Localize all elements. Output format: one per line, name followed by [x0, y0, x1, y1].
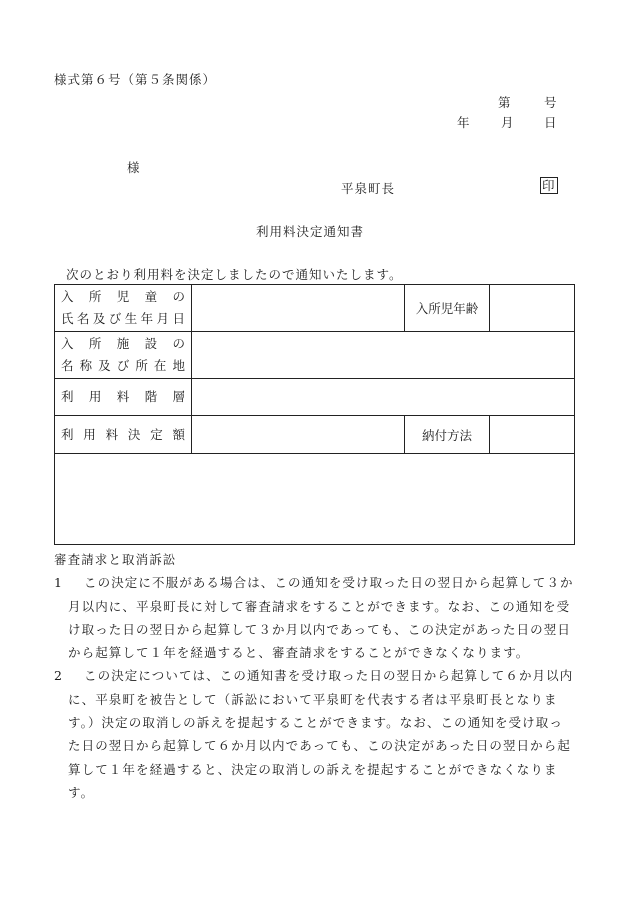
row-facility: [55, 332, 575, 379]
amount-label-cell: [55, 416, 192, 454]
facility-value[interactable]: [192, 332, 575, 379]
appeal-item: [54, 571, 574, 664]
payment-method-label: 納付方法: [405, 416, 490, 454]
row-tier: [55, 379, 575, 416]
date-day: 日: [544, 115, 558, 130]
issuer-name: 平泉町長: [341, 181, 396, 196]
child-label-line1: 入所児童の: [61, 289, 185, 304]
appeal-section: [54, 548, 574, 804]
appeal-item-text: この決定に不服がある場合は、この通知を受け取った日の翌日から起算して３か月以内に、平泉町長に対して審査請求をすることができます。なお、この通知を受け取った日の翌日から起算して３か月以内であっても、この決定があった日の翌日から起算して１年を経過すると、審査請求をすることができなくなります。: [68, 575, 574, 661]
intro-text: 次のとおり利用料を決定しましたので通知いたします。: [66, 267, 403, 282]
form-number: 様式第６号（第５条関係）: [54, 72, 217, 87]
appeal-item: [54, 664, 574, 804]
amount-value[interactable]: [192, 416, 405, 454]
amount-label: 利用料決定額: [61, 426, 185, 442]
child-name-value[interactable]: [192, 285, 405, 332]
child-label-line2: 氏名及び生年月日: [61, 311, 185, 326]
appeal-item-number: 2: [54, 668, 64, 684]
appeal-heading: 審査請求と取消訴訟: [54, 552, 177, 567]
doc-number-prefix: 第: [498, 95, 512, 110]
child-age-label: 入所児年齢: [405, 285, 490, 332]
row-remarks: [55, 454, 575, 545]
facility-label-line1: 入所施設の: [61, 336, 185, 351]
facility-label-cell: [55, 332, 192, 379]
row-amount: [55, 416, 575, 454]
tier-label-cell: [55, 379, 192, 416]
document-title: 利用料決定通知書: [256, 224, 365, 239]
date-month: 月: [501, 115, 515, 130]
seal-mark: 印: [542, 178, 556, 193]
tier-label: 利用料階層: [61, 389, 185, 404]
facility-label-line2: 名称及び所在地: [61, 358, 185, 373]
child-age-value[interactable]: [490, 285, 575, 332]
doc-number-suffix: 号: [544, 95, 558, 110]
appeal-item-number: 1: [54, 575, 64, 591]
date-year: 年: [457, 115, 471, 130]
remarks-value[interactable]: [55, 454, 575, 545]
row-child: [55, 285, 575, 332]
tier-value[interactable]: [192, 379, 575, 416]
child-label-cell: [55, 285, 192, 332]
info-table: [54, 284, 575, 545]
payment-method-value[interactable]: [490, 416, 575, 454]
appeal-item-text: この決定については、この通知書を受け取った日の翌日から起算して６か月以内に、平泉町を被告として（訴訟において平泉町を代表する者は平泉町長となります。）決定の取消しの訴えを提起することができます。なお、この通知を受け取った日の翌日から起算して６か月以内であっても、この決定があった日の翌日から起算して１年を経過すると、決定の取消しの訴えを提起することができなくなります。: [68, 668, 574, 800]
addressee-suffix: 様: [127, 160, 141, 175]
